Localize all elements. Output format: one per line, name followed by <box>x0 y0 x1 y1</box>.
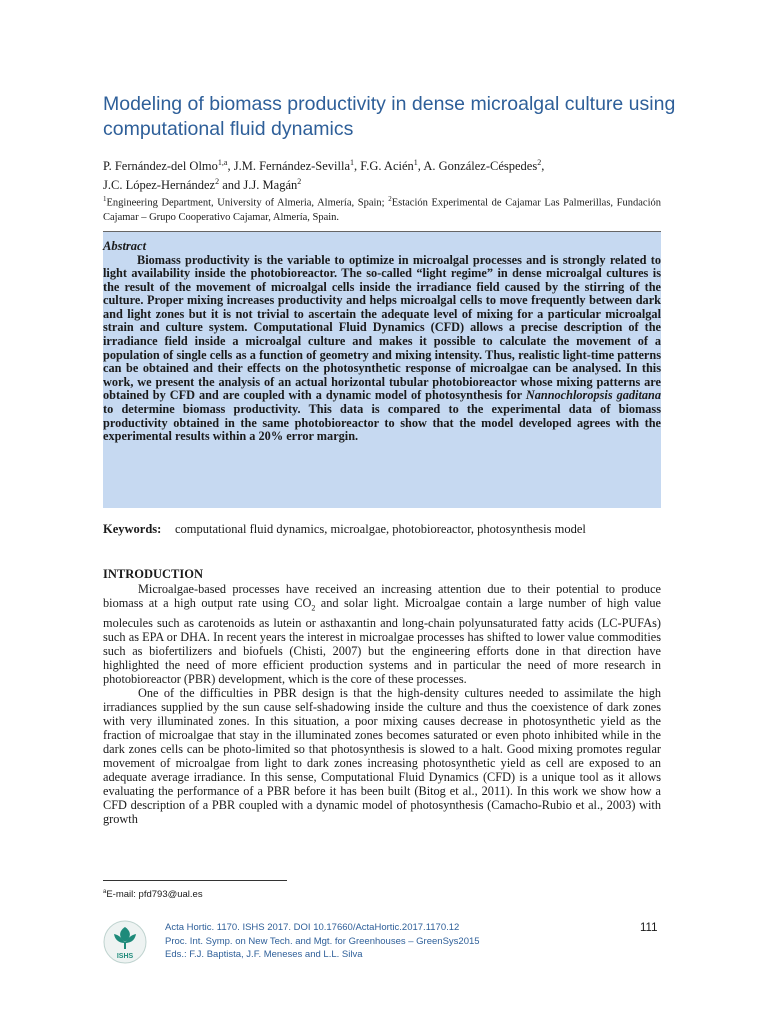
author-sup: 1 <box>413 158 418 167</box>
keywords-text: computational fluid dynamics, microalgae, photobioreactor, photosynthesis model <box>175 522 586 536</box>
author: A. González-Céspedes <box>423 159 538 174</box>
abstract-text: Biomass productivity is the variable to optimize in microalgal processes and is strongly related to light availability inside the photobioreactor. The so-called “light regime” in dense microalgal cultures is the result of the movement of microalgal cells inside the irradiance field caused by the stirring of the culture. Proper mixing increases productivity and helps microalgal cells to move frequently between dark and light zones but it is not trivial to ascertain the adequate level of mixing for a particular microalgal strain and culture system. Computational Fluid Dynamics (CFD) allows a precise description of the irradiance field inside a microalgal culture and makes it possible to calculate the movement of a population of single cells as a function of geometry and mixing intensity. Thus, realistic light-time patterns can be obtained and their effects on the photosynthetic response of microalgae can be analysed. In this work, we present the analysis of an actual horizontal tubular photobioreactor whose mixing patterns are obtained by CFD and are coupled with a dynamic model of photosynthesis for Nannochloropsis gaditana to determine biomass productivity. This data is compared to the experimental data of biomass productivity obtained in the same photobioreactor to show that the model developed agrees with the experimental results within a 20% error margin. <box>103 252 661 444</box>
affiliation: Engineering Department, University of Almeria, Almería, Spain; <box>106 197 389 209</box>
publication-info <box>165 921 480 962</box>
paragraph: One of the difficulties in PBR design is that the high-density cultures needed to assimilate the high irradiances supplied by the sun cause self-shadowing inside the culture and thus the coexistence of dark zones with very illuminated zones. In this situation, a poor mixing causes decrease in photosynthetic yield as the fraction of microalgae that stay in the illuminated zones becomes saturated or even photo inhibited while in the dark zones cells can be photo-limited so that photosynthesis is slowed to a halt. Good mixing promotes regular movement of microalgae from light to dark zones increasing photosynthetic yield as cell are exposed to an adequate average irradiance. In this sense, Computational Fluid Dynamics (CFD) is a unique tool as it allows evaluating the performance of a PBR before it has been built (Bitog et al., 2011). In this work we show how a CFD description of a PBR coupled with a dynamic model of photosynthesis (Camacho-Rubio et al., 2003) with growth <box>103 685 661 827</box>
author-sup: 1,a <box>217 158 228 167</box>
abstract-label: Abstract <box>103 239 147 253</box>
citation-line: Acta Hortic. 1170. ISHS 2017. DOI 10.17660/ActaHortic.2017.1170.12 <box>165 922 460 933</box>
author: J.J. Magán <box>243 178 298 193</box>
keywords <box>103 522 661 537</box>
paragraph: Microalgae-based processes have received an increasing attention due to their potential to produce biomass at a high output rate using $CO_2$ and solar light. Microalgae contain a large number of high value molecules such as carotenoids as lutein or asthaxantin and long-chain polyunsaturated fatty acids (LC-PUFAs) such as EPA or DHA. In recent years the interest in microalgae processes has shifted to lower value commodities such as biofertilizers and biofuels (Chisti, 2007) but the engineering efforts done in that direction have highlighted the need of more efficient production systems and in particular the need of more research in photobioreactor (PBR) development, which is the core of these processes. <box>103 582 661 686</box>
footnote: $^a$E-mail: pfd793@ual.es <box>103 889 203 901</box>
author: F.G. Acién <box>360 159 414 174</box>
author-sup: 2 <box>215 177 220 187</box>
affiliation: Estación Experimental de Cajamar Las Palmerillas, Fundación Cajamar – Grupo Cooperativo Cajamar, Almería, Spain. <box>103 197 662 223</box>
affiliations: $^1$Engineering Department, University of Almeria, Almería, Spain; $^2$Estación Experimental de Cajamar Las Palmerillas, Fundación Cajamar – Grupo Cooperativo Cajamar, Almería, Spain. <box>103 195 662 223</box>
author: P. Fernández-del Olmo <box>103 159 218 174</box>
footnote-email: E-mail: pfd793@ual.es <box>106 889 203 901</box>
proceedings-line: Proc. Int. Symp. on New Tech. and Mgt. for Greenhouses – GreenSys2015 <box>165 935 480 947</box>
paper-title: Modeling of biomass productivity in dense microalgal culture using computational fluid dynamics <box>103 93 676 140</box>
editors-line: Eds.: F.J. Baptista, J.F. Meneses and L.L. Silva <box>165 949 363 960</box>
introduction-body <box>103 582 661 826</box>
author-sup: 1 <box>350 158 355 167</box>
ishs-logo <box>103 920 147 964</box>
author: J.C. López-Hernández <box>103 178 216 193</box>
section-heading: INTRODUCTION <box>103 567 204 581</box>
author-sup: 2 <box>297 177 302 187</box>
species-name: Nannochloropsis gaditana <box>525 388 661 403</box>
author: J.M. Fernández-Sevilla <box>233 159 351 174</box>
logo-text: ISHS <box>116 953 134 960</box>
author-sup: 2 <box>537 158 542 167</box>
footnote-divider <box>103 880 287 881</box>
keywords-label: Keywords: <box>103 522 162 536</box>
page-number: 111 <box>640 922 658 934</box>
abstract-box <box>103 231 661 508</box>
author-list: P. Fernández-del Olmo$^{1,a}$, J.M. Fernández-Sevilla$^1$, F.G. Acién$^1$, A. González-Céspedes$^2$, J.C. López-Hernández$^2$ and J.J. Magán$^2$ <box>103 158 545 193</box>
